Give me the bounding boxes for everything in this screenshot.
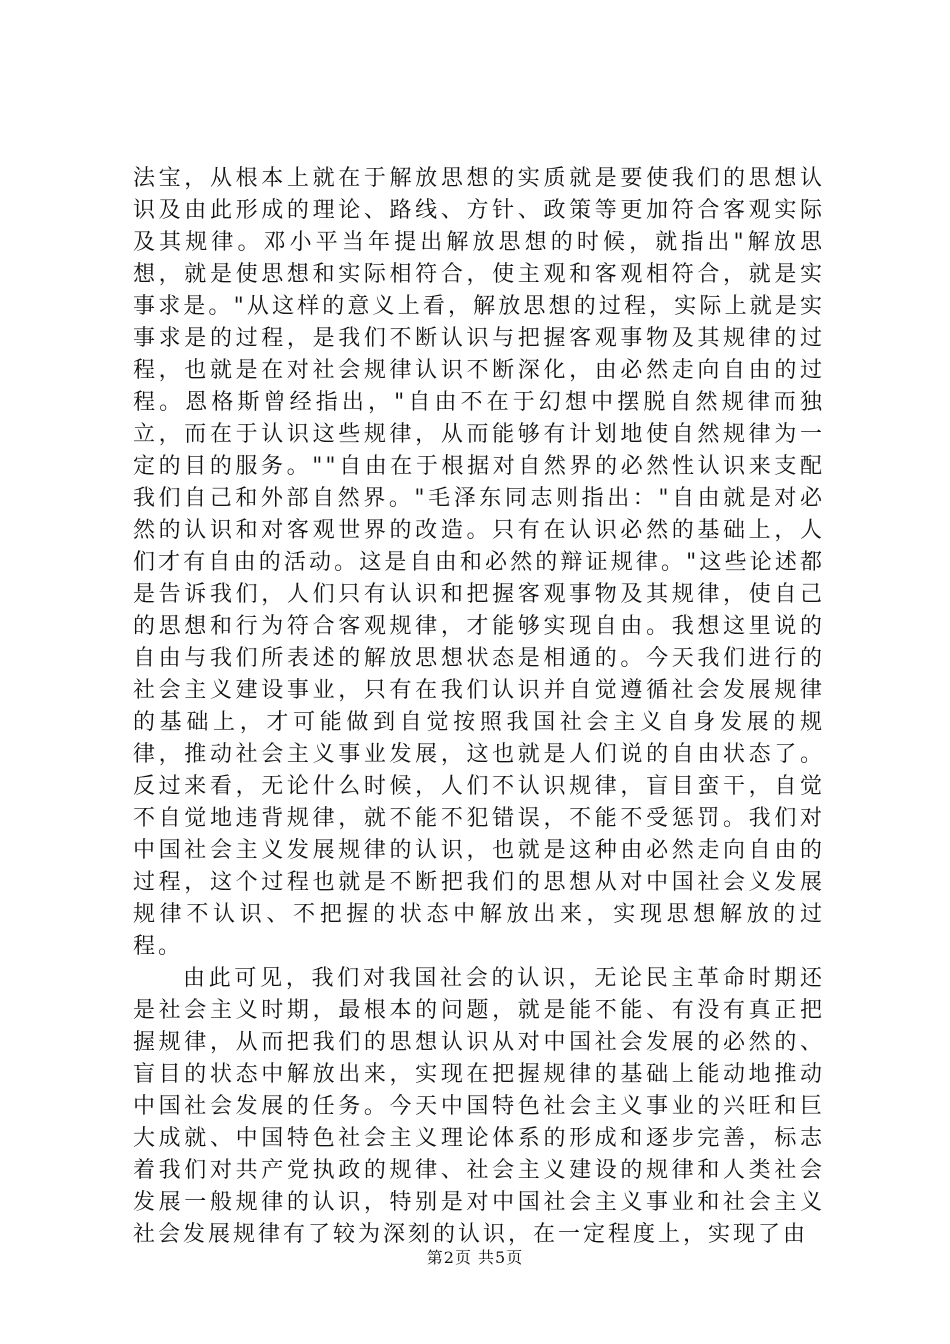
body-text	[133, 163, 825, 1251]
page-footer: 第2页 共5页	[426, 1248, 524, 1267]
paragraph-1: 法宝，从根本上就在于解放思想的实质就是要使我们的思想认识及由此形成的理论、路线、方针、政策等更加符合客观实际及其规律。邓小平当年提出解放思想的时候，就指出"解放思想，就是使思想和实际相符合，使主观和客观相符合，就是实事求是。"从这样的意义上看，解放思想的过程，实际上就是实事求是的过程，是我们不断认识与把握客观事物及其规律的过程，也就是在对社会规律认识不断深化，由必然走向自由的过程。恩格斯曾经指出，"自由不在于幻想中摆脱自然规律而独立，而在于认识这些规律，从而能够有计划地使自然规律为一定的目的服务。""自由在于根据对自然界的必然性认识来支配我们自己和外部自然界。"毛泽东同志则指出："自由就是对必然的认识和对客观世界的改造。只有在认识必然的基础上，人们才有自由的活动。这是自由和必然的辩证规律。"这些论述都是告诉我们，人们只有认识和把握客观事物及其规律，使自己的思想和行为符合客观规律，才能够实现自由。我想这里说的自由与我们所表述的解放思想状态是相通的。今天我们进行的社会主义建设事业，只有在我们认识并自觉遵循社会发展规律的基础上，才可能做到自觉按照我国社会主义自身发展的规律，推动社会主义事业发展，这也就是人们说的自由状态了。反过来看，无论什么时候，人们不认识规律，盲目蛮干，自觉不自觉地违背规律，就不能不犯错误，不能不受惩罚。我们对中国社会主义发展规律的认识，也就是这种由必然走向自由的过程，这个过程也就是不断把我们的思想从对中国社会义发展规律不认识、不把握的状态中解放出来，实现思想解放的过程。	[133, 166, 825, 959]
paragraph-2: 由此可见，我们对我国社会的认识，无论民主革命时期还是社会主义时期，最根本的问题，就是能不能、有没有真正把握规律，从而把我们的思想认识从对中国社会发展的必然的、盲目的状态中解放出来，实现在把握规律的基础上能动地推动中国社会发展的任务。今天中国特色社会主义事业的兴旺和巨大成就、中国特色社会主义理论体系的形成和逐步完善，标志着我们对共产党执政的规律、社会主义建设的规律和人类社会发展一般规律的认识，特别是对中国社会主义事业和社会主义社会发展规律有了较为深刻的认识，在一定程度上，实现了由	[133, 966, 825, 1247]
